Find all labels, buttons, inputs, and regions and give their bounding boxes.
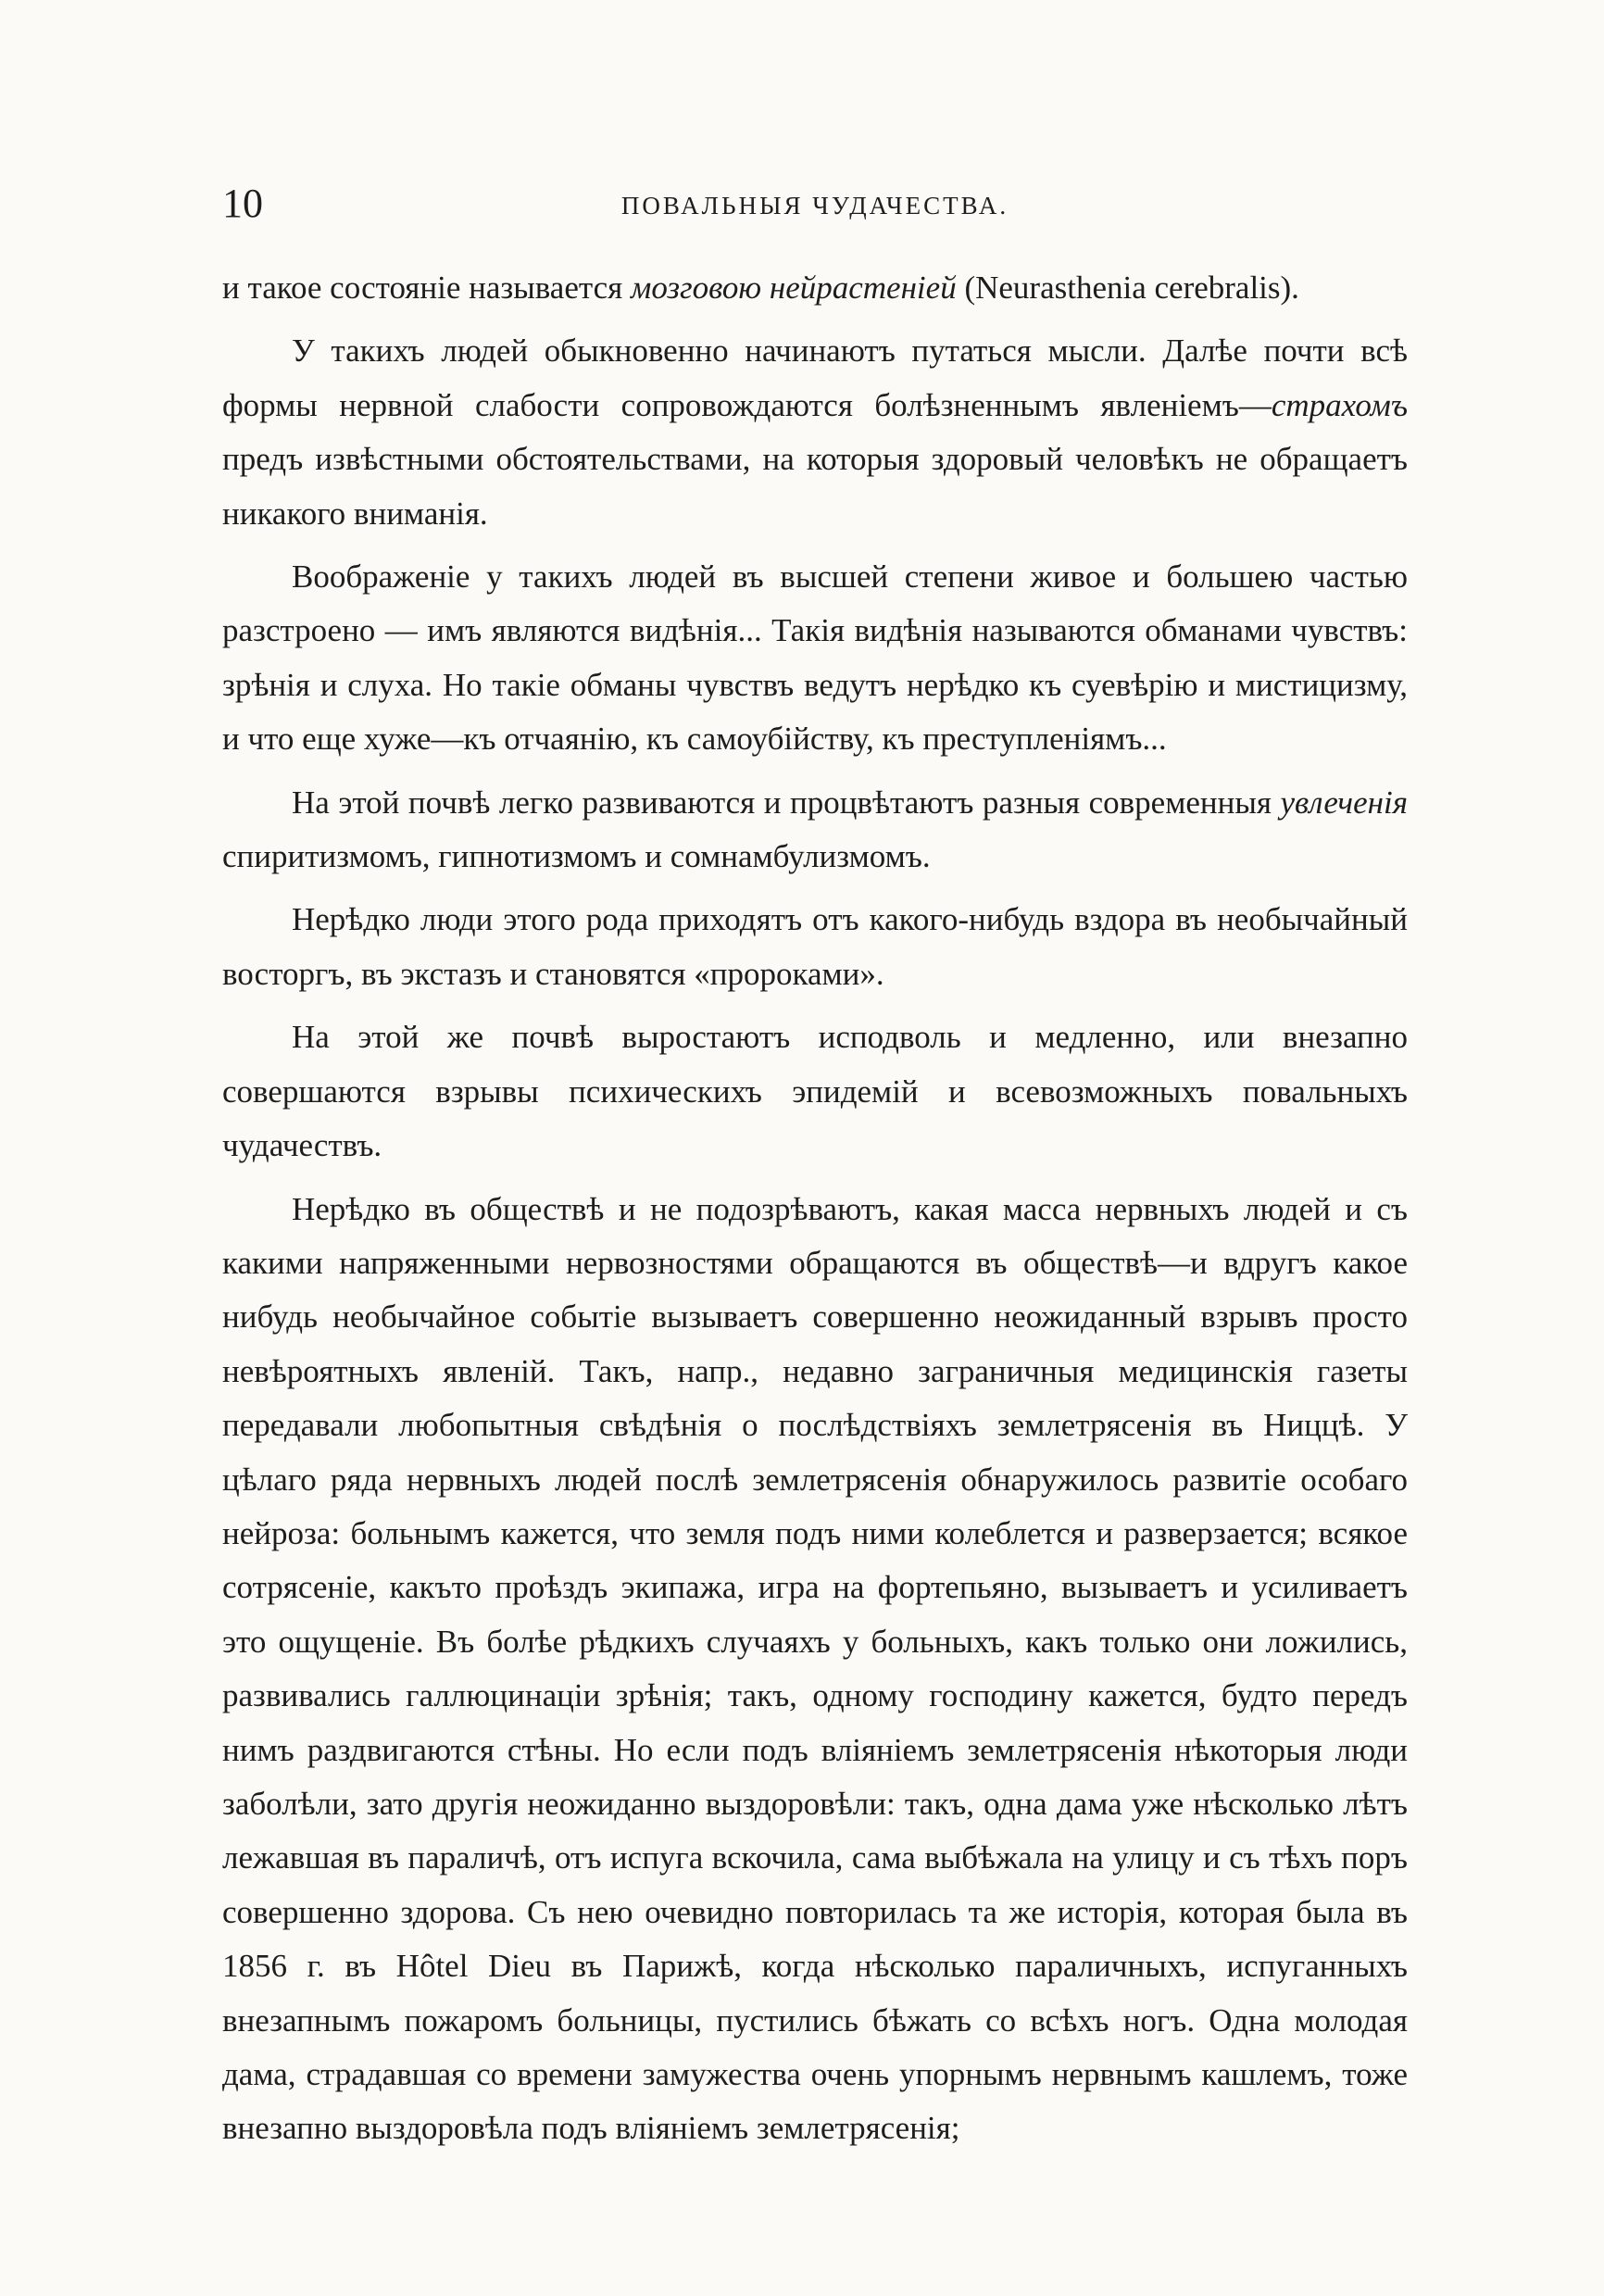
paragraph-6: На этой же почвѣ выростаютъ исподволь и медленно, или внезапно совершаются взрывы психическихъ эпидемiй и всевозможныхъ повальныхъ чудачествъ. (222, 1019, 1408, 1164)
paragraph-1-text-after: (Neurasthenia cerebralis). (956, 270, 1299, 306)
paragraph-2-text-before: У такихъ людей обыкновенно начинаютъ путаться мысли. Далѣе почти всѣ формы нервной слабости сопровождаются болѣзненнымъ явленiемъ— (222, 332, 1408, 423)
paragraph-7: Нерѣдко въ обществѣ и не подозрѣваютъ, какая масса нервныхъ людей и съ какими напряженными нервозностями обращаются въ обществѣ—и вдругъ какое нибудь необычайное событiе вызываетъ совершенно неожиданный взрывъ просто невѣроятныхъ явленiй. Такъ, напр., недавно заграничныя медицинскiя газеты передавали любопытныя свѣдѣнiя о послѣдствiяхъ землетрясенiя въ Ниццѣ. У цѣлаго ряда нервныхъ людей послѣ землетрясенiя обнаружилось развитiе особаго нейроза: больнымъ кажется, что земля подъ ними колеблется и разверзается; всякое сотрясенiе, какъто проѣздъ экипажа, игра на фортепьяно, вызываетъ и усиливаетъ это ощущенiе. Въ болѣе рѣдкихъ случаяхъ у больныхъ, какъ только они ложились, развивались галлюцинацiи зрѣнiя; такъ, одному господину кажется, будто передъ нимъ раздвигаются стѣны. Но если подъ влiянiемъ землетрясенiя нѣкоторыя люди заболѣли, зато другiя неожиданно выздоровѣли: такъ, одна дама уже нѣсколько лѣтъ лежавшая въ параличѣ, отъ испуга вскочила, сама выбѣжала на улицу и съ тѣхъ поръ совершенно здорова. Съ нею очевидно повторилась та же исторiя, которая была въ 1856 г. въ Hôtel Dieu въ Парижѣ, когда нѣсколько параличныхъ, испуганныхъ внезапнымъ пожаромъ больницы, пустились бѣжать со всѣхъ ногъ. Одна молодая дама, страдавшая со времени замужества очень упорнымъ нервнымъ кашлемъ, тоже внезапно выздоровѣла подъ влiянiемъ землетрясенiя; (222, 1190, 1408, 2147)
paragraph-2-emphasis: страхомъ (1271, 386, 1408, 423)
paragraph-4-text-after: спиритизмомъ, гипнотизмомъ и сомнамбулизмомъ. (222, 838, 931, 875)
running-title: ПОВАЛЬНЫЯ ЧУДАЧЕСТВА. (620, 192, 1009, 220)
paragraph-1-text-before: и такое состоянiе называется (222, 270, 631, 306)
paragraph-4 (222, 776, 1408, 885)
page-header (222, 176, 1408, 232)
paragraph-1 (222, 261, 1408, 315)
paragraph-4-text-before: На этой почвѣ легко развиваются и процвѣтаютъ разныя современныя (292, 784, 1281, 821)
paragraph-2-text-after: предъ извѣстными обстоятельствами, на которыя здоровый человѣкъ не обращаетъ никакого вниманiя. (222, 441, 1408, 532)
paragraph-2 (222, 324, 1408, 541)
paragraph-5: Нерѣдко люди этого рода приходятъ отъ какого-нибудь вздора въ необычайный восторгъ, въ экстазъ и становятся «пророками». (222, 901, 1408, 992)
paragraph-4-emphasis: увлеченiя (1280, 784, 1408, 821)
body-text (222, 261, 1408, 2165)
paragraph-3: Воображенiе у такихъ людей въ высшей степени живое и большею частью разстроено — имъ являются видѣнiя... Такiя видѣнiя называются обманами чувствъ: зрѣнiя и слуха. Но такiе обманы чувствъ ведутъ нерѣдко къ суевѣрiю и мистицизму, и что еще хуже—къ отчаянiю, къ самоубiйству, къ преступленiямъ... (222, 558, 1408, 758)
paragraph-1-emphasis: мозговою нейрастенiей (630, 270, 957, 306)
page-number: 10 (222, 181, 263, 226)
